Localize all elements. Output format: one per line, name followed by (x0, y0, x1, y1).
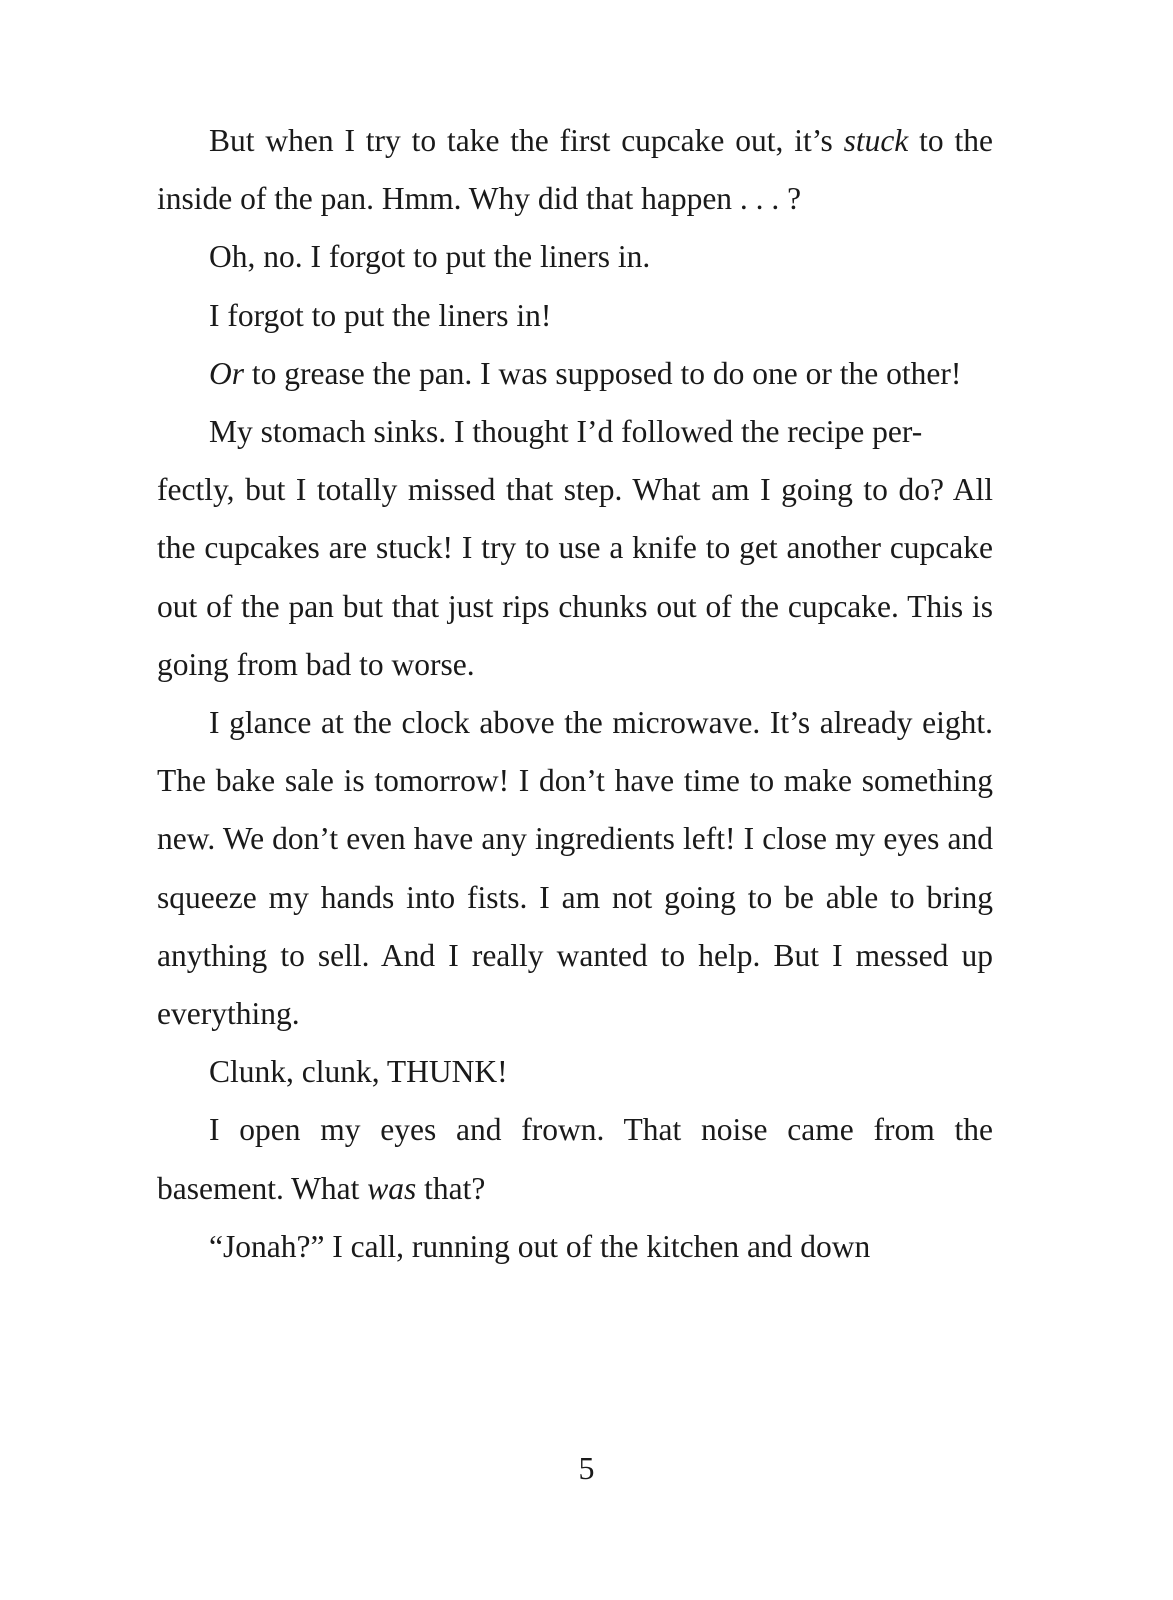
page-number: 5 (578, 1450, 595, 1486)
text-run: I open my eyes and frown. That noise came from the basement. What (157, 1112, 993, 1206)
text-run: Oh, no. I forgot to put the liners in. (209, 239, 651, 275)
paragraph (157, 403, 993, 694)
italic-text: Or (209, 355, 245, 391)
paragraph (157, 287, 993, 345)
text-run: I glance at the clock above the microwave. It’s already eight. The bake sale is tomorrow! I don’t have time to make something new. We don’t even have any ingredients left! I close my eyes and squeeze my hands into fists. I am not going to be able to bring anything to sell. And I really wanted to help. But I messed up everything. (157, 705, 993, 1032)
text-run: that? (416, 1170, 486, 1206)
paragraph (157, 694, 993, 1043)
text-run: My stomach sinks. I thought I’d followed the recipe per- (209, 414, 923, 450)
text-run: I forgot to put the liners in! (209, 297, 552, 333)
paragraph (157, 1101, 993, 1217)
text-run: fectly, but I totally missed that step. What am I going to do? All the cupcakes are stuck! I try to use a knife to get another cupcake out of the pan but that just rips chunks out of the cupcake. This is going from bad to worse. (157, 472, 993, 682)
text-run: “Jonah?” I call, running out of the kitchen and down (209, 1228, 871, 1264)
paragraph (157, 228, 993, 286)
italic-text: was (367, 1170, 417, 1206)
text-run: Clunk, clunk, THUNK! (209, 1054, 508, 1090)
paragraph (157, 112, 993, 228)
text-run: But when I try to take the first cupcake out, it’s (209, 123, 844, 158)
text-run: to grease the pan. I was supposed to do one or the other! (244, 355, 962, 391)
body-text (157, 112, 993, 1276)
italic-text: stuck (843, 123, 909, 158)
paragraph (157, 345, 993, 403)
paragraph (157, 1218, 993, 1276)
text-run: to the inside of the pan. Hmm. Why did that happen . . . ? (157, 123, 993, 217)
paragraph (157, 1043, 993, 1101)
